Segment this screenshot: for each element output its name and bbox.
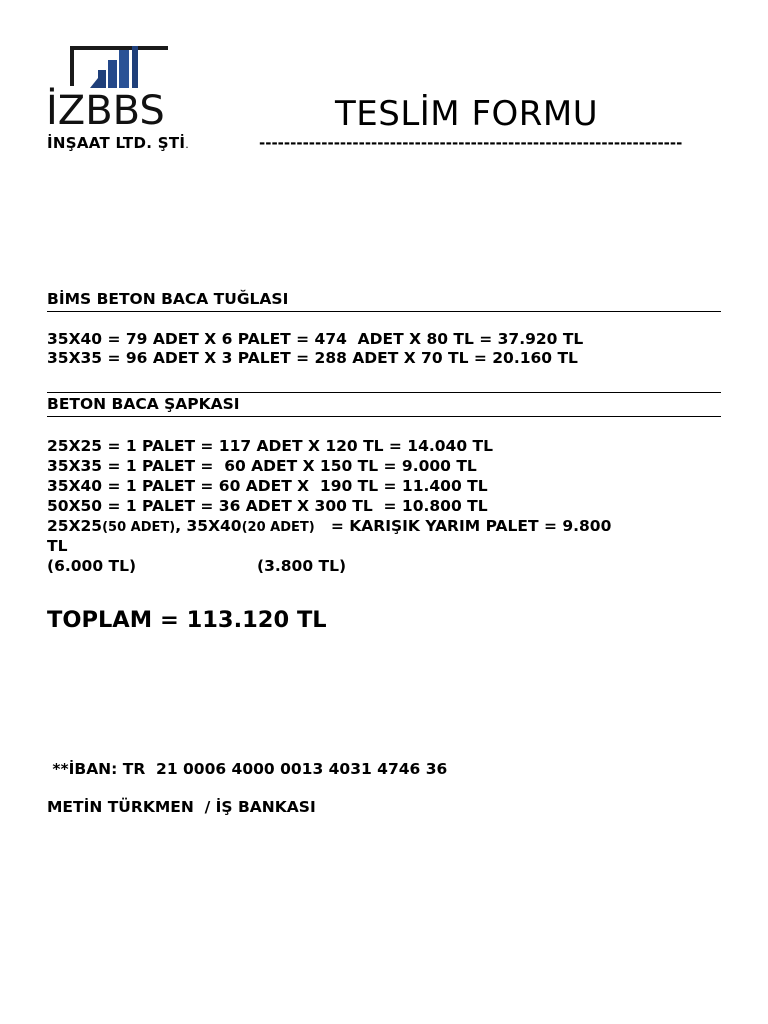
mixed-pallet-line (47, 516, 611, 538)
mixed-note-a: (50 ADET) (102, 520, 176, 535)
logo-graphic (46, 42, 172, 128)
list-item: 25X25 = 1 PALET = 117 ADET X 120 TL = 14.040 TL (47, 437, 493, 455)
mixed-size-a: 25X25 (47, 517, 103, 535)
bank-line: METİN TÜRKMEN / İŞ BANKASI (47, 798, 316, 816)
mixed-wrap: TL (47, 537, 68, 555)
list-item: 50X50 = 1 PALET = 36 ADET X 300 TL = 10.800 TL (47, 497, 488, 515)
total-amount: TOPLAM = 113.120 TL (47, 607, 327, 633)
list-item: 35X40 = 1 PALET = 60 ADET X 190 TL = 11.400 TL (47, 477, 488, 495)
divider (47, 311, 721, 312)
company-name-dot: . (185, 138, 190, 151)
title-dashes: -------------------------------------------------------------------- (259, 134, 683, 152)
list-item: 35X35 = 1 PALET = 60 ADET X 150 TL = 9.000 TL (47, 457, 477, 475)
company-logo (46, 42, 172, 128)
mixed-separator: , (175, 517, 187, 535)
divider (47, 392, 721, 393)
mixed-sub-b: (3.800 TL) (257, 557, 347, 575)
divider (47, 416, 721, 417)
mixed-sub-a: (6.000 TL) (47, 557, 137, 575)
mixed-note-b: (20 ADET) (241, 520, 315, 535)
mixed-rest: = KARIŞIK YARIM PALET = 9.800 (314, 517, 612, 535)
section-heading-bims: BİMS BETON BACA TUĞLASI (47, 290, 289, 308)
mixed-size-b: 35X40 (186, 517, 242, 535)
page-title: TESLİM FORMU (335, 94, 599, 134)
section-heading-sapka: BETON BACA ŞAPKASI (47, 395, 240, 413)
company-name-text: İNŞAAT LTD. ŞTİ (47, 134, 186, 152)
logo-text: İZBBS (46, 88, 165, 128)
list-item: 35X40 = 79 ADET X 6 PALET = 474 ADET X 80 TL = 37.920 TL (47, 330, 584, 348)
company-name (47, 134, 189, 152)
iban-line: **İBAN: TR 21 0006 4000 0013 4031 4746 36 (47, 760, 448, 778)
list-item: 35X35 = 96 ADET X 3 PALET = 288 ADET X 70 TL = 20.160 TL (47, 349, 578, 367)
